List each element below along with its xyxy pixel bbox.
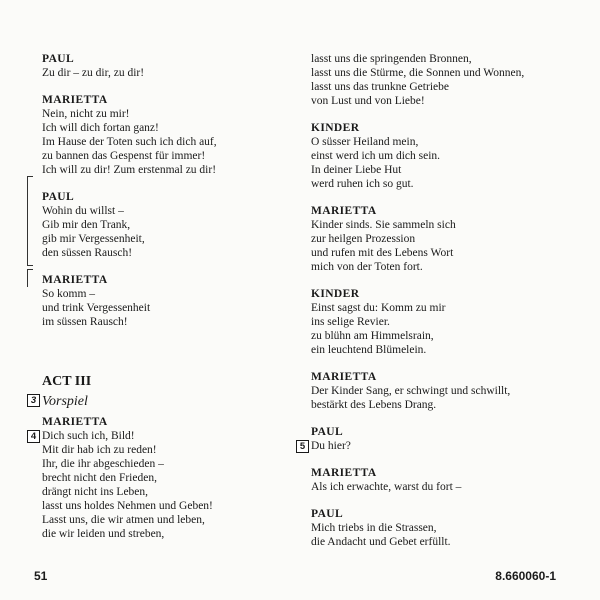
- libretto-line: bestärkt des Lebens Drang.: [311, 399, 437, 411]
- simultaneous-bracket: [27, 269, 33, 287]
- act-heading: ACT III: [42, 374, 92, 389]
- libretto-line: Nein, nicht zu mir!: [42, 108, 130, 120]
- libretto-block: [311, 52, 571, 108]
- speaker-name: KINDER: [311, 288, 360, 300]
- libretto-line: Im Hause der Toten such ich dich auf,: [42, 136, 217, 148]
- libretto-block: [42, 52, 292, 80]
- speaker-name: MARIETTA: [311, 205, 377, 217]
- libretto-line: mich von der Toten fort.: [311, 261, 423, 273]
- libretto-line: im süssen Rausch!: [42, 316, 128, 328]
- libretto-line: Gib mir den Trank,: [42, 219, 131, 231]
- libretto-line: O süsser Heiland mein,: [311, 136, 419, 148]
- libretto-line: lasst uns die springenden Bronnen,: [311, 53, 472, 65]
- libretto-line: werd ruhen ich so gut.: [311, 178, 414, 190]
- libretto-line: Ihr, die ihr abgeschieden –: [42, 458, 164, 470]
- speaker-name: MARIETTA: [42, 94, 108, 106]
- libretto-line: zu bannen das Gespenst für immer!: [42, 150, 206, 162]
- libretto-line: So komm –: [42, 288, 96, 300]
- libretto-line: Lasst uns, die wir atmen und leben,: [42, 514, 205, 526]
- libretto-line: die wir leiden und streben,: [42, 528, 165, 540]
- catalog-number: 8.660060-1: [495, 569, 556, 583]
- libretto-block: [311, 466, 571, 494]
- right-column: [299, 52, 571, 562]
- libretto-block: [42, 190, 292, 260]
- libretto-line: ins selige Revier.: [311, 316, 390, 328]
- speaker-name: PAUL: [311, 426, 344, 438]
- libretto-line: [299, 439, 571, 453]
- libretto-line: von Lust und von Liebe!: [311, 95, 425, 107]
- libretto-line: und rufen mit des Lebens Wort: [311, 247, 454, 259]
- libretto-line: Kinder sinds. Sie sammeln sich: [311, 219, 456, 231]
- libretto-line: lasst uns das trunkne Getriebe: [311, 81, 449, 93]
- libretto-line: die Andacht und Gebet erfüllt.: [311, 536, 451, 548]
- speaker-name: MARIETTA: [311, 371, 377, 383]
- vorspiel-label: Vorspiel: [42, 394, 88, 409]
- libretto-line: zur heilgen Prozession: [311, 233, 416, 245]
- libretto-line: [30, 429, 292, 443]
- libretto-block: [30, 415, 292, 541]
- speaker-name: PAUL: [42, 191, 75, 203]
- libretto-block: [311, 121, 571, 191]
- libretto-block: [42, 93, 292, 177]
- track-cue-5: 5: [296, 440, 309, 453]
- track-cue-4: 4: [27, 430, 40, 443]
- libretto-line: den süssen Rausch!: [42, 247, 133, 259]
- speaker-name: PAUL: [42, 53, 75, 65]
- libretto-line: lasst uns holdes Nehmen und Geben!: [42, 500, 213, 512]
- libretto-line: Mich triebs in die Strassen,: [311, 522, 437, 534]
- simultaneous-bracket: [27, 176, 33, 266]
- libretto-line: Wohin du willst –: [42, 205, 124, 217]
- speaker-name: KINDER: [311, 122, 360, 134]
- libretto-line: lasst uns die Stürme, die Sonnen und Wonnen,: [311, 67, 525, 79]
- libretto-line: und trink Vergessenheit: [42, 302, 151, 314]
- libretto-line: brecht nicht den Frieden,: [42, 472, 157, 484]
- left-column: [30, 52, 292, 554]
- libretto-line: Ich will zu dir! Zum erstenmal zu dir!: [42, 164, 217, 176]
- libretto-line: einst werd ich um dich sein.: [311, 150, 441, 162]
- page-number: 51: [34, 569, 48, 583]
- libretto-line: ein leuchtend Blümelein.: [311, 344, 427, 356]
- speaker-name: MARIETTA: [42, 274, 108, 286]
- libretto-line: zu blühn am Himmelsrain,: [311, 330, 434, 342]
- speaker-name: MARIETTA: [311, 467, 377, 479]
- libretto-block: [42, 273, 292, 329]
- libretto-line: Ich will dich fortan ganz!: [42, 122, 159, 134]
- speaker-name: PAUL: [311, 508, 344, 520]
- speaker-name: MARIETTA: [42, 416, 108, 428]
- track-cue-3: 3: [27, 394, 40, 407]
- libretto-line: Einst sagst du: Komm zu mir: [311, 302, 446, 314]
- libretto-line: In deiner Liebe Hut: [311, 164, 402, 176]
- libretto-block: [311, 370, 571, 412]
- libretto-line: Zu dir – zu dir, zu dir!: [42, 67, 145, 79]
- libretto-block: [311, 287, 571, 357]
- libretto-line: gib mir Vergessenheit,: [42, 233, 145, 245]
- libretto-line: Der Kinder Sang, er schwingt und schwillt,: [311, 385, 511, 397]
- libretto-line-text: Dich such ich, Bild!: [42, 430, 135, 442]
- libretto-line-text: Du hier?: [311, 440, 351, 452]
- libretto-line: drängt nicht ins Leben,: [42, 486, 149, 498]
- libretto-block: [311, 507, 571, 549]
- libretto-block: [299, 425, 571, 453]
- libretto-line: Als ich erwachte, warst du fort –: [311, 481, 462, 493]
- libretto-line: Mit dir hab ich zu reden!: [42, 444, 157, 456]
- vorspiel-heading: [30, 393, 292, 411]
- libretto-block: [311, 204, 571, 274]
